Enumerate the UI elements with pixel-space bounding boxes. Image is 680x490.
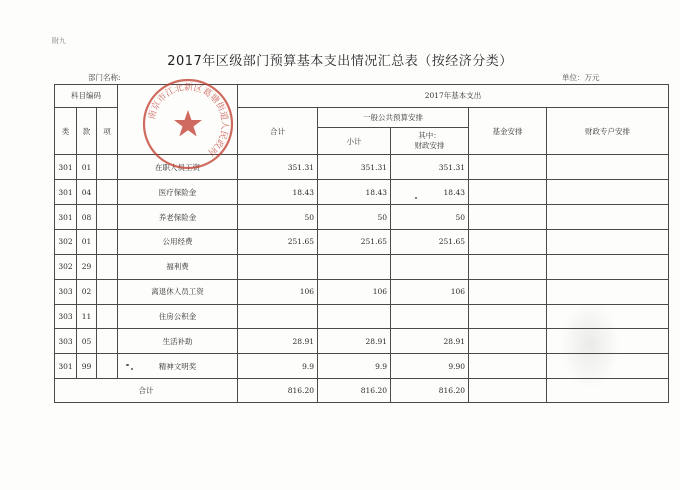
header-code: 科目编码 <box>55 85 118 108</box>
cell-xiang <box>97 279 118 304</box>
cell-lei: 303 <box>55 279 77 304</box>
header-kuan: 款 <box>77 107 97 155</box>
cell-subtotal <box>318 304 391 329</box>
cell-item-name: 养老保险金 <box>118 205 238 230</box>
cell-fiscal: 9.90 <box>391 354 469 379</box>
cell-item-name: 精神文明奖 <box>118 354 238 379</box>
table-row <box>55 205 669 230</box>
cell-item-name: 生活补助 <box>118 329 238 354</box>
cell-item-name: 福利费 <box>118 254 238 279</box>
cell-kuan: 08 <box>77 205 97 230</box>
sum-total: 816.20 <box>238 379 318 403</box>
cell-special <box>547 279 669 304</box>
cell-fund <box>469 180 547 205</box>
cell-total: 251.65 <box>238 229 318 254</box>
cell-kuan: 99 <box>77 354 97 379</box>
cell-xiang <box>97 205 118 230</box>
cell-kuan: 01 <box>77 229 97 254</box>
header-special: 财政专户安排 <box>547 107 669 155</box>
table-row <box>55 354 669 379</box>
cell-total: 18.43 <box>238 180 318 205</box>
cell-special <box>547 304 669 329</box>
cell-xiang <box>97 155 118 180</box>
header-year: 2017年基本支出 <box>238 85 669 108</box>
table-row <box>55 155 669 180</box>
sum-row <box>55 379 669 403</box>
cell-fund <box>469 254 547 279</box>
cell-lei: 302 <box>55 229 77 254</box>
cell-kuan: 04 <box>77 180 97 205</box>
ink-speck <box>126 364 129 366</box>
cell-fiscal: 28.91 <box>391 329 469 354</box>
cell-fiscal: 351.31 <box>391 155 469 180</box>
cell-xiang <box>97 180 118 205</box>
ink-speck <box>131 368 133 370</box>
cell-item-name: 在职人员工资 <box>118 155 238 180</box>
cell-lei: 301 <box>55 354 77 379</box>
cell-xiang <box>97 304 118 329</box>
unit-label: 单位：万元 <box>562 73 600 82</box>
cell-total: 9.9 <box>238 354 318 379</box>
cell-lei: 301 <box>55 155 77 180</box>
cell-kuan: 11 <box>77 304 97 329</box>
cell-kuan: 02 <box>77 279 97 304</box>
header-qizhong: 其中： <box>418 131 441 141</box>
header-general: 一般公共预算安排 <box>318 107 469 128</box>
cell-special <box>547 354 669 379</box>
cell-subtotal: 50 <box>318 205 391 230</box>
cell-item-name: 医疗保险金 <box>118 180 238 205</box>
cell-total <box>238 254 318 279</box>
corner-mark: 附九 <box>52 37 66 45</box>
cell-fiscal: 50 <box>391 205 469 230</box>
cell-total: 28.91 <box>238 329 318 354</box>
budget-table <box>54 84 669 403</box>
ink-speck <box>415 197 417 199</box>
cell-fiscal: 18.43 <box>391 180 469 205</box>
cell-special <box>547 180 669 205</box>
cell-subtotal: 9.9 <box>318 354 391 379</box>
cell-fiscal <box>391 254 469 279</box>
table-row <box>55 180 669 205</box>
cell-subtotal <box>318 254 391 279</box>
cell-subtotal: 28.91 <box>318 329 391 354</box>
sum-special <box>547 379 669 403</box>
cell-xiang <box>97 329 118 354</box>
cell-xiang <box>97 354 118 379</box>
cell-fiscal: 106 <box>391 279 469 304</box>
cell-lei: 303 <box>55 329 77 354</box>
header-subtotal: 小计 <box>318 128 391 155</box>
cell-item-name: 住房公积金 <box>118 304 238 329</box>
cell-special <box>547 229 669 254</box>
cell-special <box>547 205 669 230</box>
cell-subtotal: 351.31 <box>318 155 391 180</box>
svg-text:南京市江北新区葛塘街道人民政府: 南京市江北新区葛塘街道人民政府 <box>147 82 230 158</box>
cell-fiscal: 251.65 <box>391 229 469 254</box>
cell-lei: 301 <box>55 205 77 230</box>
cell-lei: 303 <box>55 304 77 329</box>
header-item-name <box>118 85 238 155</box>
cell-lei: 302 <box>55 254 77 279</box>
sum-fiscal: 816.20 <box>391 379 469 403</box>
cell-total <box>238 304 318 329</box>
table-row <box>55 329 669 354</box>
cell-item-name: 公用经费 <box>118 229 238 254</box>
page-title: 2017年区级部门预算基本支出情况汇总表（按经济分类） <box>167 54 513 69</box>
sum-subtotal: 816.20 <box>318 379 391 403</box>
header-fund: 基金安排 <box>469 107 547 155</box>
cell-special <box>547 155 669 180</box>
table-row <box>55 254 669 279</box>
table-row <box>55 279 669 304</box>
cell-special <box>547 254 669 279</box>
table-row <box>55 304 669 329</box>
sum-label: 合计 <box>55 379 238 403</box>
cell-xiang <box>97 229 118 254</box>
cell-fund <box>469 279 547 304</box>
cell-fiscal <box>391 304 469 329</box>
header-fiscal: 财政安排 <box>414 141 445 151</box>
table-row <box>55 229 669 254</box>
cell-fund <box>469 155 547 180</box>
cell-fund <box>469 354 547 379</box>
dept-label: 部门名称: <box>88 73 121 82</box>
sum-fund <box>469 379 547 403</box>
cell-kuan: 29 <box>77 254 97 279</box>
cell-fund <box>469 304 547 329</box>
cell-xiang <box>97 254 118 279</box>
cell-kuan: 05 <box>77 329 97 354</box>
cell-fund <box>469 329 547 354</box>
header-lei: 类 <box>55 107 77 155</box>
cell-item-name: 离退休人员工资 <box>118 279 238 304</box>
cell-subtotal: 18.43 <box>318 180 391 205</box>
header-row-1 <box>55 85 669 108</box>
header-fiscal-cell <box>391 128 469 155</box>
cell-special <box>547 329 669 354</box>
cell-fund <box>469 229 547 254</box>
cell-total: 50 <box>238 205 318 230</box>
cell-kuan: 01 <box>77 155 97 180</box>
header-xiang: 项 <box>97 107 118 155</box>
cell-fund <box>469 205 547 230</box>
cell-lei: 301 <box>55 180 77 205</box>
cell-total: 106 <box>238 279 318 304</box>
cell-subtotal: 106 <box>318 279 391 304</box>
cell-total: 351.31 <box>238 155 318 180</box>
header-total: 合计 <box>238 107 318 155</box>
cell-subtotal: 251.65 <box>318 229 391 254</box>
